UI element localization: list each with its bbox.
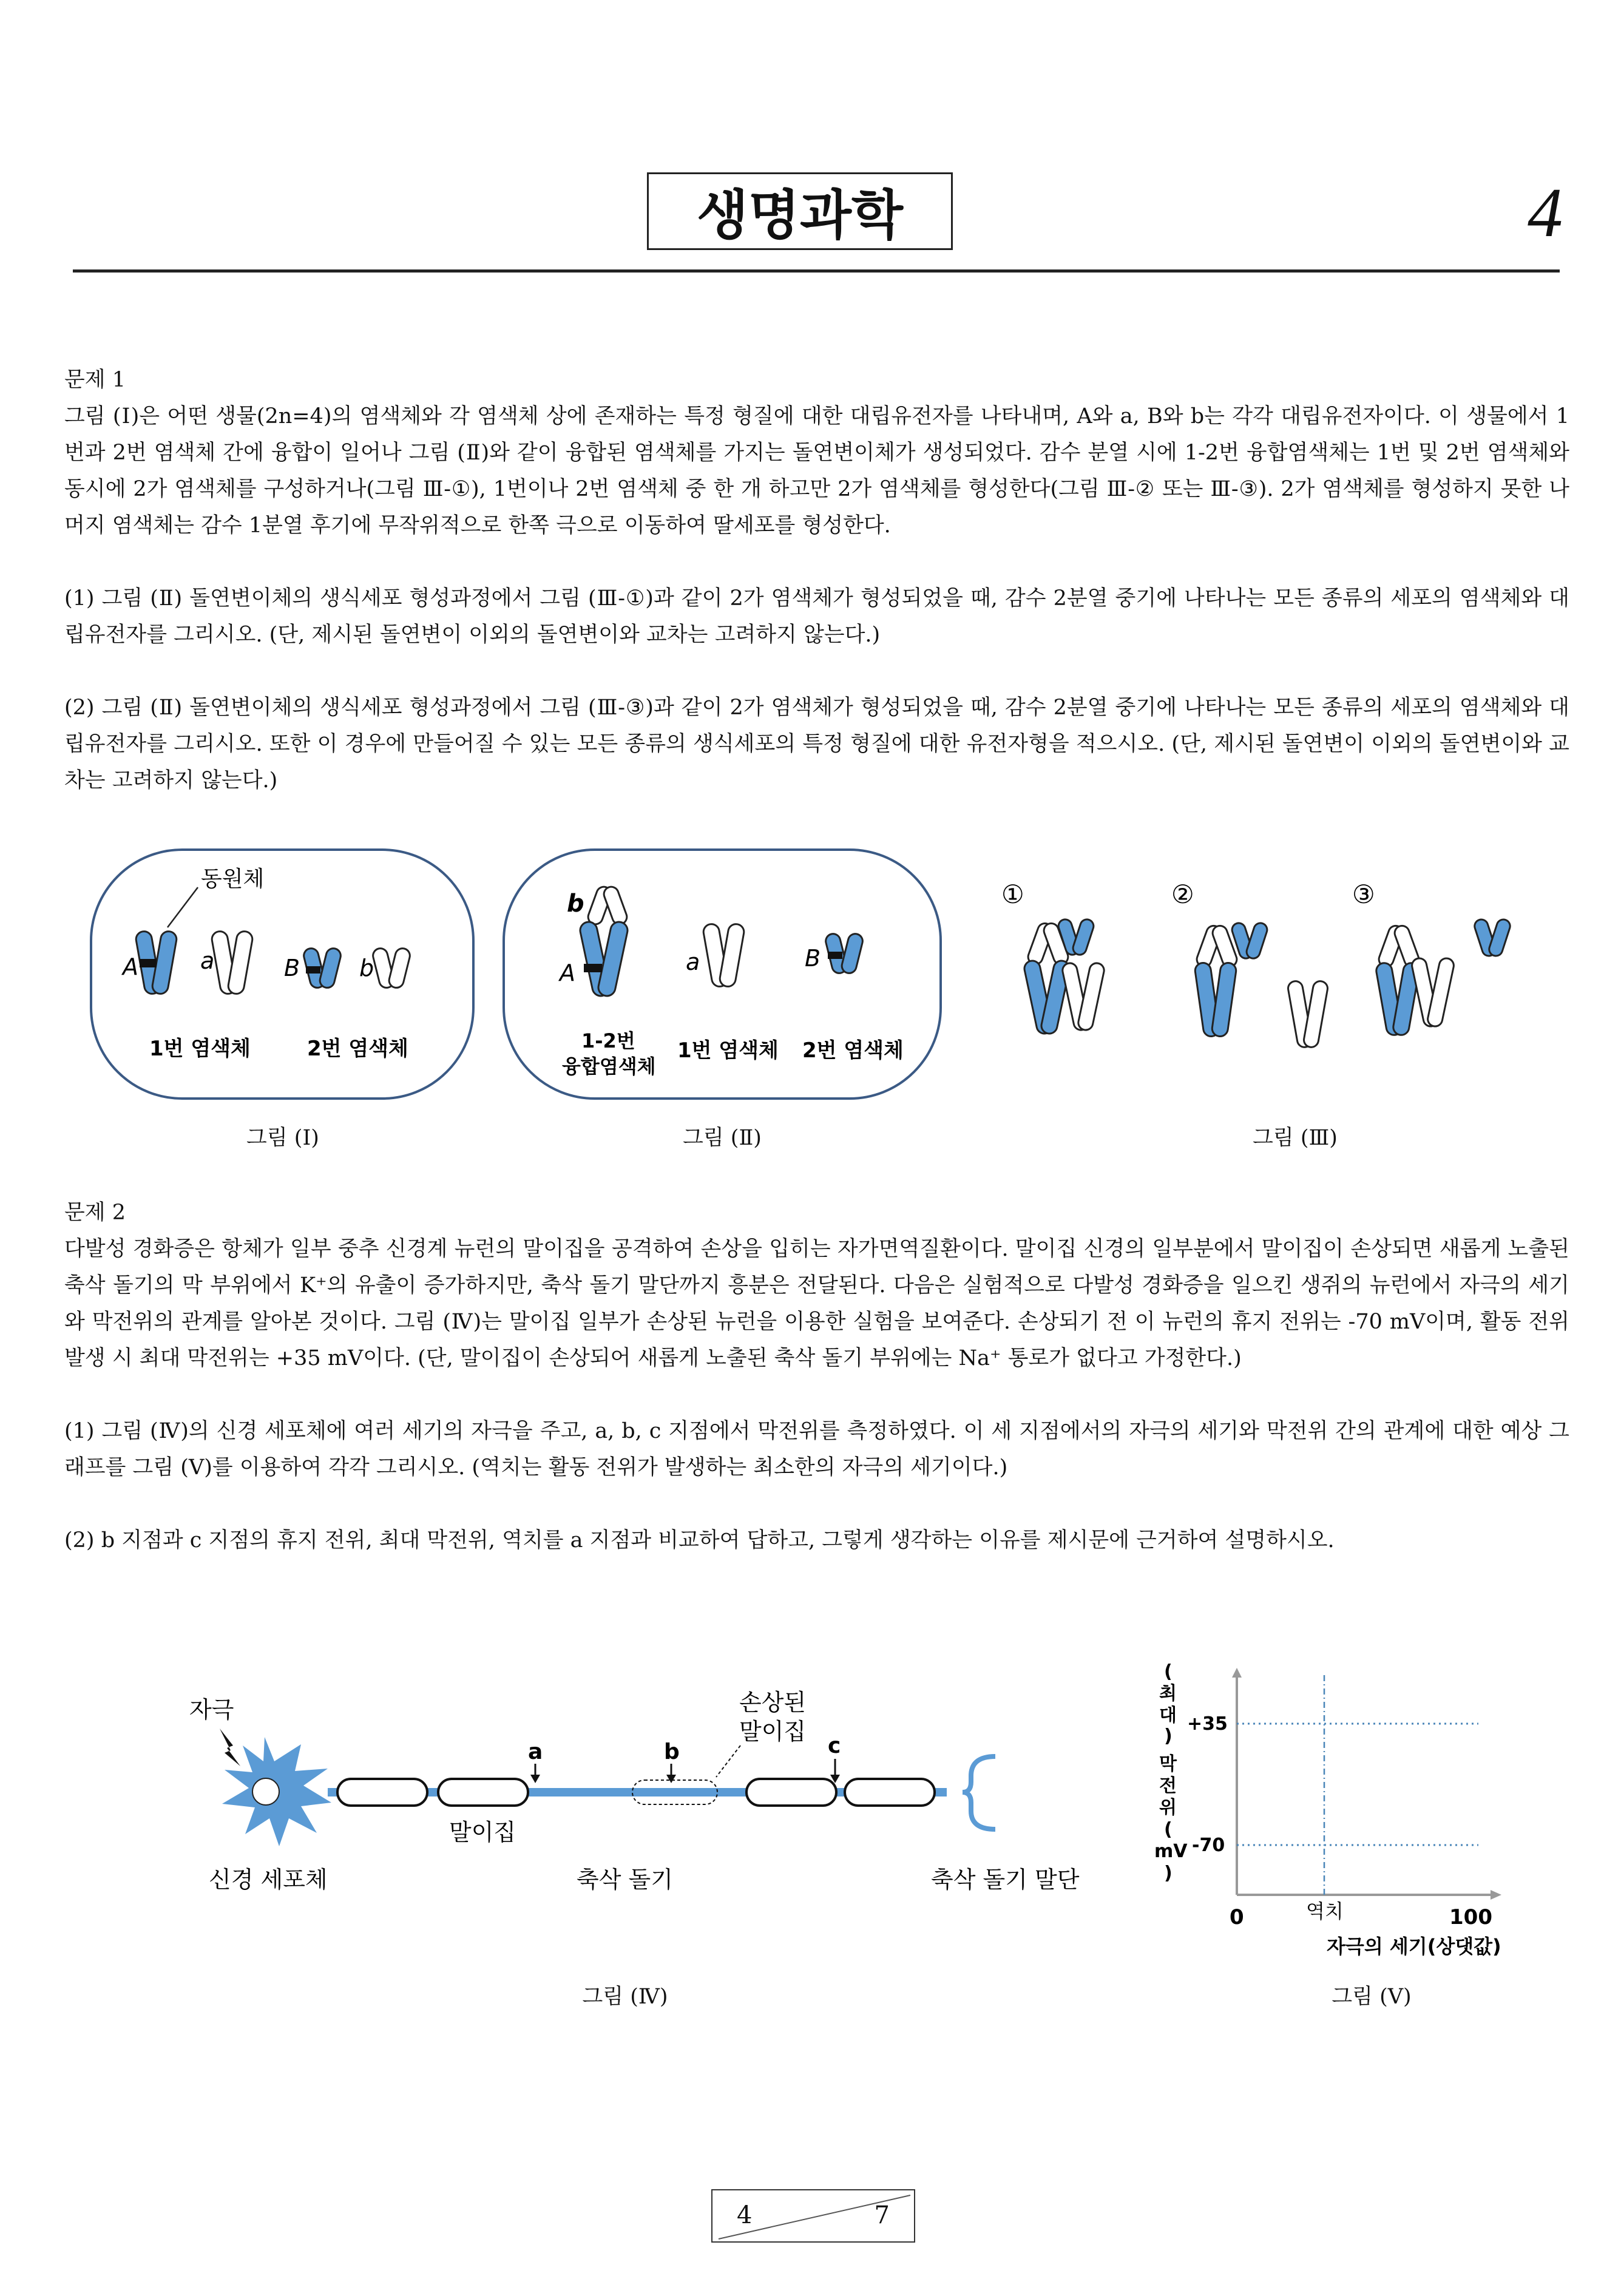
fused-label-1: 1-2번 (581, 1029, 635, 1052)
point-a-label: a (528, 1739, 543, 1764)
axon-label: 축삭 돌기 (577, 1866, 673, 1893)
nucleus (252, 1778, 279, 1805)
allele-a: a (200, 947, 215, 974)
footer-total-pages: 7 (874, 2201, 890, 2229)
chromosome-2-blue (824, 932, 864, 975)
arrowhead (666, 1775, 676, 1783)
figure-3 (977, 874, 1572, 1068)
q1-sub2: (2) 그림 (Ⅱ) 돌연변이체의 생식세포 형성과정에서 그림 (Ⅲ-③)과 같이 2가 염색체가 형성되었을 때, 감수 2분열 중기에 나타나는 모든 종류의 세포의 염색체와 대립유전자를 그리시오. 또한 이 경우에 만들어질 수 있는 모든 종류의 생식세포의 특정 형질에 대한 유전자형을 적으시오. (단, 제시된 돌연변이 이외의 돌연변이와 교차는 고려하지 않는다.) (64, 696, 1569, 793)
ylabel-char: ( (1164, 1819, 1173, 1840)
q1-intro: 그림 (Ⅰ)은 어떤 생물(2n=4)의 염색체와 각 염색체 상에 존재하는 특정 형질에 대한 대립유전자를 나타내며, A와 a, B와 b는 각각 대립유전자이다. 이 생물에서 1번과 2번 염색체 간에 융합이 일어나 그림 (Ⅱ)와 같이 융합된 염색체를 가지는 돌연변이체가 생성되었다. 감수 분열 시에 1-2번 융합염색체는 1번 및 2번 염색체와 동시에 2가 염색체를 구성하거나(그림 Ⅲ-①), 1번이나 2번 염색체 중 한 개 하고만 2가 염색체를 형성한다(그림 Ⅲ-② 또는 Ⅲ-③). 2가 염색체를 형성하지 못한 나머지 염색체는 감수 1분열 후기에 무작위적으로 한쪽 극으로 이동하여 딸세포를 형성한다. (64, 404, 1569, 538)
figure-4-caption: 그림 (Ⅳ) (582, 1985, 668, 2009)
y-axis-arrow (1232, 1668, 1242, 1678)
arrowhead (530, 1775, 540, 1783)
figure-2 (501, 847, 944, 1102)
allele-a: a (686, 949, 700, 975)
ylabel-char: ) (1164, 1863, 1173, 1884)
allele-b: b (359, 955, 374, 981)
ylabel-char: mV (1154, 1841, 1188, 1862)
q2-sub2: (2) b 지점과 c 지점의 휴지 전위, 최대 막전위, 역치를 a 지점과 비교하여 답하고, 그렇게 생각하는 이유를 제시문에 근거하여 설명하시오. (64, 1528, 1335, 1553)
ylabel-char: 최 (1159, 1683, 1177, 1704)
marker-3: ③ (1352, 879, 1375, 909)
myelin-segment (337, 1779, 427, 1806)
figure-4 (182, 1681, 1105, 1912)
lightning-icon (220, 1729, 240, 1766)
ylabel-char: ) (1164, 1725, 1173, 1747)
damaged-myelin-label-1: 손상된 (739, 1689, 807, 1716)
figure-5-caption: 그림 (Ⅴ) (1332, 1985, 1412, 2009)
myelin-segment (845, 1779, 935, 1806)
fused-label-2: 융합염색체 (562, 1055, 656, 1078)
x-tick-threshold: 역치 (1306, 1900, 1344, 1923)
ylabel-char: 대 (1159, 1705, 1177, 1726)
q1-title: 문제 1 (64, 368, 126, 392)
chromosome-2-white (371, 947, 411, 989)
ylabel-char: 전 (1159, 1775, 1177, 1797)
axon-terminal-brace (963, 1756, 995, 1829)
bivalent-1 (1023, 918, 1106, 1035)
allele-B: B (805, 945, 821, 972)
centromere-label: 동원체 (201, 867, 265, 892)
header-page-number: 4 (1528, 174, 1563, 252)
myelin-segment (746, 1779, 836, 1806)
chromosome-1-white (211, 930, 254, 995)
ylabel-char: ( (1164, 1661, 1173, 1682)
page-indicator (711, 2189, 915, 2243)
q2-sub1: (1) 그림 (Ⅳ)의 신경 세포체에 여러 세기의 자극을 주고, a, b, c 지점에서 막전위를 측정하였다. 이 세 지점에서의 자극의 세기와 막전위 간의 관계에 대한 예상 그래프를 그림 (Ⅴ)를 이용하여 각각 그리시오. (역치는 활동 전위가 발생하는 최소한의 자극의 세기이다.) (64, 1419, 1569, 1480)
allele-b: b (567, 890, 584, 918)
fused-chromosome (578, 885, 629, 998)
figure-1-caption: 그림 (I) (246, 1126, 319, 1150)
bivalent-3 (1375, 918, 1512, 1036)
ylabel-char: 위 (1159, 1797, 1177, 1818)
question-2 (64, 1194, 1569, 1559)
ylabel-char: 막 (1159, 1753, 1177, 1775)
q2-intro: 다발성 경화증은 항체가 일부 중추 신경계 뉴런의 말이집을 공격하여 손상을 입히는 자가면역질환이다. 말이집 신경의 일부분에서 말이집이 손상되면 새롭게 노출된 축삭 돌기의 막 부위에서 K⁺의 유출이 증가하지만, 축삭 돌기 말단까지 흥분은 전달된다. 다음은 실험적으로 다발성 경화증을 일으킨 생쥐의 뉴런에서 자극의 세기와 막전위의 관계를 알아본 것이다. 그림 (Ⅳ)는 말이집 일부가 손상된 뉴런을 이용한 실험을 보여준다. 손상되기 전 이 뉴런의 휴지 전위는 -70 mV이며, 활동 전위 발생 시 최대 막전위는 +35 mV이다. (단, 말이집이 손상되어 새롭게 노출된 축삭 돌기 부위에는 Na⁺ 통로가 없다고 가정한다.) (64, 1237, 1569, 1370)
bivalent-2 (1194, 921, 1329, 1048)
y-tick-minus70: -70 (1192, 1835, 1225, 1856)
header-rule (73, 269, 1560, 273)
allele-A: A (560, 960, 575, 986)
q1-sub1: (1) 그림 (Ⅱ) 돌연변이체의 생식세포 형성과정에서 그림 (Ⅲ-①)과 같이 2가 염색체가 형성되었을 때, 감수 2분열 중기에 나타나는 모든 종류의 세포의 염색체와 대립유전자를 그리시오. (단, 제시된 돌연변이 이외의 돌연변이와 교차는 고려하지 않는다.) (64, 586, 1569, 647)
chromosome-2-blue (302, 947, 342, 989)
marker-2: ② (1171, 879, 1194, 909)
question-1 (64, 362, 1569, 799)
q2-title: 문제 2 (64, 1200, 126, 1225)
point-b-label: b (664, 1739, 680, 1764)
figure-3-caption: 그림 (Ⅲ) (1253, 1126, 1338, 1150)
myelin-segment (438, 1779, 528, 1806)
damaged-myelin-label-2: 말이집 (739, 1718, 807, 1745)
subject-title-box (647, 172, 953, 250)
figure-2-caption: 그림 (Ⅱ) (683, 1126, 762, 1150)
x-axis-label: 자극의 세기(상댓값) (1327, 1935, 1501, 1958)
allele-B: B (284, 955, 300, 981)
x-tick-0: 0 (1230, 1905, 1244, 1929)
y-tick-35: +35 (1187, 1713, 1228, 1735)
centromere-pointer (168, 887, 198, 927)
damaged-pointer (716, 1746, 740, 1777)
footer-current-page: 4 (737, 2201, 753, 2229)
soma-label: 신경 세포체 (209, 1866, 328, 1893)
subject-title: 생명과학 (696, 184, 904, 246)
terminal-label: 축삭 돌기 말단 (931, 1866, 1080, 1893)
stimulus-label: 자극 (189, 1696, 234, 1723)
figure-1 (89, 847, 477, 1102)
figure-5 (1141, 1657, 1517, 1973)
myelin-label: 말이집 (449, 1819, 516, 1846)
chr2-label: 2번 염색체 (802, 1038, 904, 1063)
chromosome-1-white (702, 923, 745, 988)
chr1-label: 1번 염색체 (677, 1038, 779, 1063)
allele-A: A (123, 953, 138, 980)
chr1-label: 1번 염색체 (149, 1037, 251, 1061)
x-tick-100: 100 (1449, 1905, 1492, 1929)
chr2-label: 2번 염색체 (307, 1037, 408, 1061)
chromosome-1-blue (135, 930, 178, 995)
point-c-label: c (828, 1733, 841, 1758)
marker-1: ① (1001, 879, 1024, 909)
y-axis-label (1154, 1661, 1188, 1884)
x-axis-arrow (1491, 1890, 1501, 1900)
